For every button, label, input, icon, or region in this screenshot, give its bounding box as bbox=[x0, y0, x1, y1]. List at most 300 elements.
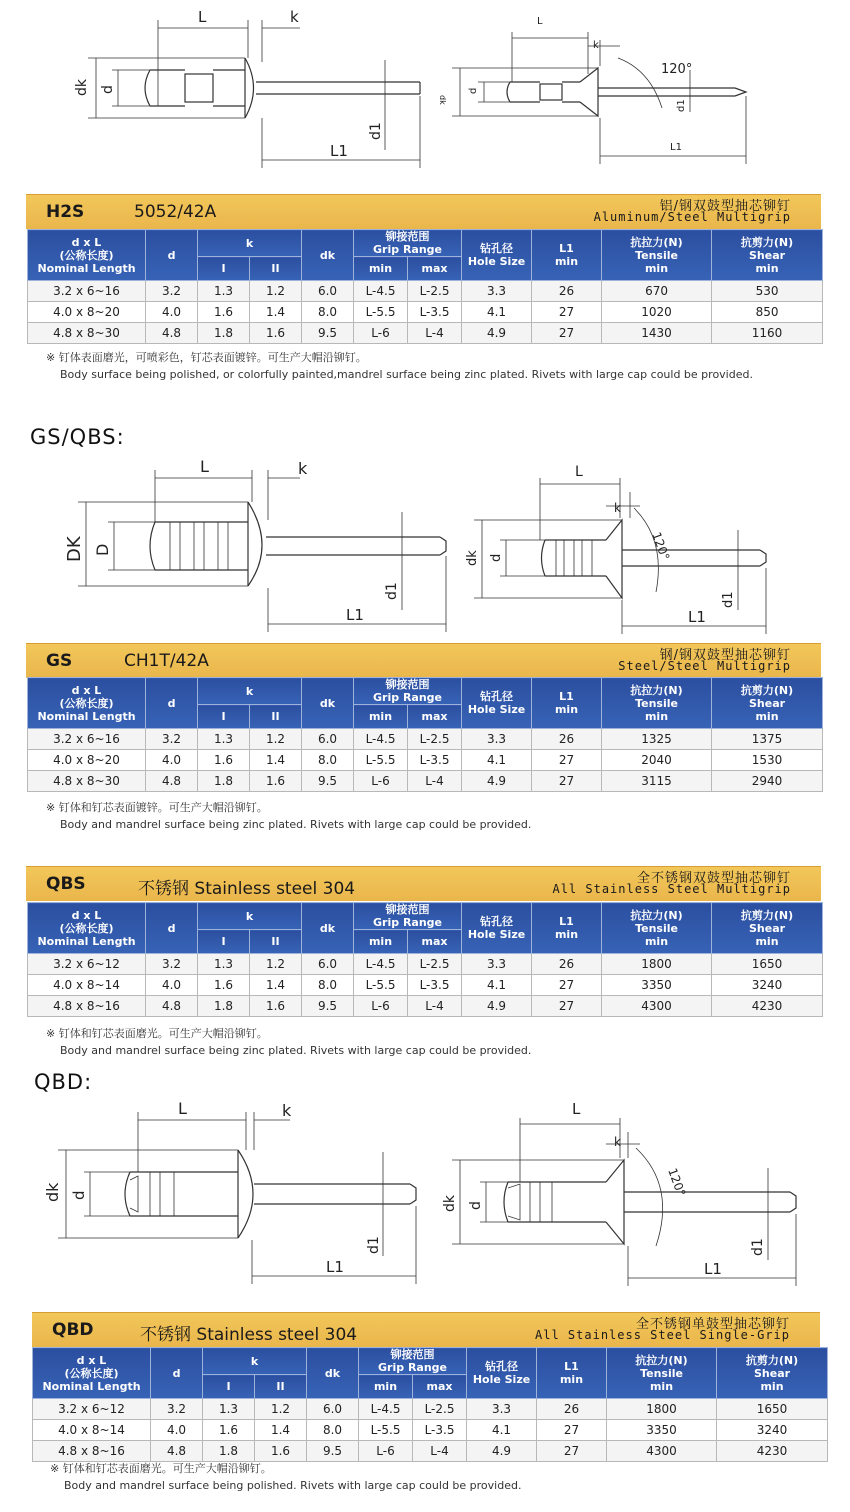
header-dxl: d x L bbox=[71, 908, 102, 922]
dim-label-L: L bbox=[200, 457, 209, 476]
col-nominal bbox=[28, 678, 146, 729]
table-cell: 9.5 bbox=[302, 323, 354, 344]
angle-label: 120° bbox=[649, 530, 673, 563]
table-cell: 9.5 bbox=[302, 996, 354, 1017]
table-cell: 4.0 bbox=[151, 1420, 203, 1441]
table-cell: L-5.5 bbox=[354, 975, 408, 996]
table-row bbox=[28, 771, 823, 792]
table-cell: 8.0 bbox=[302, 302, 354, 323]
table-cell: L-6 bbox=[354, 996, 408, 1017]
col-grip-max bbox=[408, 705, 462, 729]
header-min: min bbox=[373, 1380, 398, 1393]
header-tensile_min: min bbox=[644, 709, 669, 723]
product-material: 不锈钢 Stainless steel 304 bbox=[138, 879, 356, 899]
product-material: CH1T/42A bbox=[124, 651, 209, 671]
header-l1_min: min bbox=[559, 1373, 584, 1386]
table-cell: L-4.5 bbox=[354, 729, 408, 750]
header-hole_en: Hole Size bbox=[472, 1373, 531, 1386]
note-en: Body surface being polished, or colorfully painted,mandrel surface being zinc plated. Rivets with large cap could be provided. bbox=[60, 368, 753, 381]
header-tensile_cn: 抗拉力(N) bbox=[630, 683, 683, 697]
header-grip_en: Grip Range bbox=[373, 243, 443, 256]
table-cell: 3.2 bbox=[146, 954, 198, 975]
header-dk: dk bbox=[319, 248, 336, 262]
spec-table bbox=[32, 1347, 828, 1462]
header-dxl_cn: (公称长度) bbox=[59, 248, 114, 262]
table-row bbox=[28, 954, 823, 975]
header-hole_en: Hole Size bbox=[467, 255, 526, 268]
spec-table bbox=[27, 677, 823, 792]
header-grip_cn: 铆接范围 bbox=[385, 678, 430, 691]
table-cell: 1.4 bbox=[250, 975, 302, 996]
table-row bbox=[28, 996, 823, 1017]
table-cell: 1.2 bbox=[250, 281, 302, 302]
dim-label-k: k bbox=[290, 8, 299, 26]
product-material: 5052/42A bbox=[134, 202, 217, 222]
table-cell: 27 bbox=[532, 975, 602, 996]
table-cell: 9.5 bbox=[302, 771, 354, 792]
header-grip_cn: 铆接范围 bbox=[385, 903, 430, 916]
dim-label-d1: d1 bbox=[384, 582, 400, 600]
table-cell: 9.5 bbox=[307, 1441, 359, 1462]
header-dxl: d x L bbox=[71, 235, 102, 249]
header-max: max bbox=[421, 935, 448, 948]
header-tensile_cn: 抗拉力(N) bbox=[630, 235, 683, 249]
header-tensile_min: min bbox=[644, 261, 669, 275]
header-k: k bbox=[245, 236, 254, 250]
header-tensile_en: Tensile bbox=[635, 921, 678, 935]
header-hole_cn: 钻孔径 bbox=[480, 690, 514, 703]
note-cn: ※ 钉体和钉芯表面磨光。可生产大帽沿铆钉。 bbox=[50, 1462, 272, 1475]
col-k bbox=[198, 903, 302, 930]
header-dxl_cn: (公称长度) bbox=[59, 921, 114, 935]
col-d bbox=[146, 230, 198, 281]
header-grip_cn: 铆接范围 bbox=[390, 1348, 435, 1361]
table-cell: 530 bbox=[712, 281, 823, 302]
table-cell: 1.8 bbox=[198, 771, 250, 792]
table-cell: L-3.5 bbox=[408, 975, 462, 996]
table-cell: 3240 bbox=[717, 1420, 828, 1441]
table-cell: 1.4 bbox=[250, 302, 302, 323]
header-dk: dk bbox=[324, 1366, 341, 1380]
header-grip_cn: 铆接范围 bbox=[385, 230, 430, 243]
table-cell: 3.2 bbox=[151, 1399, 203, 1420]
dim-label-L: L bbox=[537, 16, 543, 27]
dim-label-d: d bbox=[468, 1201, 484, 1210]
table-cell: 1.6 bbox=[255, 1441, 307, 1462]
header-shear_min: min bbox=[755, 709, 779, 723]
table-cell: 3.2 x 6~16 bbox=[28, 729, 146, 750]
col-grip bbox=[354, 903, 462, 930]
header-min: min bbox=[368, 262, 393, 275]
header-shear_min: min bbox=[755, 261, 779, 275]
table-cell: 1430 bbox=[602, 323, 712, 344]
table-cell: L-6 bbox=[359, 1441, 413, 1462]
table-cell: 1.8 bbox=[203, 1441, 255, 1462]
dim-label-L1: L1 bbox=[330, 142, 348, 160]
product-code: QBS bbox=[46, 874, 86, 894]
dim-label-L: L bbox=[572, 1100, 581, 1118]
header-min: min bbox=[368, 935, 393, 948]
table-cell: 3350 bbox=[607, 1420, 717, 1441]
table-cell: 4.0 x 8~14 bbox=[33, 1420, 151, 1441]
col-shear bbox=[712, 678, 823, 729]
header-dxl: d x L bbox=[71, 683, 102, 697]
table-cell: 3.3 bbox=[467, 1399, 537, 1420]
table-cell: 27 bbox=[532, 302, 602, 323]
table-note bbox=[46, 1025, 531, 1059]
note-cn: ※ 钉体和钉芯表面镀锌。可生产大帽沿铆钉。 bbox=[46, 801, 268, 814]
header-shear_min: min bbox=[755, 934, 779, 948]
col-grip bbox=[354, 230, 462, 257]
product-title-cn: 全不锈钢单鼓型抽芯铆钉 bbox=[635, 1317, 790, 1332]
table-note bbox=[46, 799, 531, 833]
col-hole bbox=[462, 230, 532, 281]
table-cell: 1.2 bbox=[250, 729, 302, 750]
header-tensile_en: Tensile bbox=[635, 248, 678, 262]
table-cell: 6.0 bbox=[302, 729, 354, 750]
table-cell: 1650 bbox=[712, 954, 823, 975]
table-cell: 27 bbox=[532, 771, 602, 792]
table-cell: L-2.5 bbox=[413, 1399, 467, 1420]
col-hole bbox=[462, 903, 532, 954]
dim-label-L1: L1 bbox=[688, 608, 706, 626]
col-dk bbox=[302, 678, 354, 729]
table-cell: 6.0 bbox=[302, 281, 354, 302]
table-cell: 1.3 bbox=[198, 954, 250, 975]
table-cell: 4300 bbox=[602, 996, 712, 1017]
table-cell: 27 bbox=[532, 996, 602, 1017]
table-row bbox=[28, 729, 823, 750]
product-title-en: Steel/Steel Multigrip bbox=[618, 659, 791, 673]
table-row bbox=[28, 302, 823, 323]
table-cell: 4.0 bbox=[146, 975, 198, 996]
table-title-band bbox=[26, 643, 821, 678]
header-d: d bbox=[167, 248, 176, 262]
dim-label-k: k bbox=[614, 1135, 621, 1149]
table-cell: 4.9 bbox=[462, 996, 532, 1017]
header-tensile_min: min bbox=[649, 1379, 674, 1393]
table-cell: 4.8 x 8~16 bbox=[28, 996, 146, 1017]
header-shear_cn: 抗剪力(N) bbox=[740, 683, 794, 697]
col-k-i bbox=[198, 705, 250, 729]
table-cell: 4.8 bbox=[151, 1441, 203, 1462]
col-k-ii bbox=[250, 705, 302, 729]
note-en: Body and mandrel surface being zinc plated. Rivets with large cap could be provided. bbox=[60, 818, 532, 831]
col-tensile bbox=[602, 678, 712, 729]
table-cell: 4.9 bbox=[462, 323, 532, 344]
col-k bbox=[198, 678, 302, 705]
table-cell: 4.0 bbox=[146, 750, 198, 771]
table-cell: 1160 bbox=[712, 323, 823, 344]
header-k1: I bbox=[221, 935, 226, 948]
table-cell: 1.6 bbox=[198, 975, 250, 996]
header-d: d bbox=[167, 696, 176, 710]
table-cell: 4.8 bbox=[146, 323, 198, 344]
col-hole bbox=[467, 1348, 537, 1399]
table-cell: L-3.5 bbox=[408, 302, 462, 323]
col-l1 bbox=[532, 678, 602, 729]
dim-label-d: d bbox=[70, 1190, 88, 1200]
dim-label-k: k bbox=[282, 1101, 292, 1120]
table-cell: 1.4 bbox=[255, 1420, 307, 1441]
table-cell: 26 bbox=[532, 281, 602, 302]
col-grip-max bbox=[408, 930, 462, 954]
table-row bbox=[33, 1399, 828, 1420]
header-k2: II bbox=[271, 710, 280, 723]
table-cell: 1.6 bbox=[250, 996, 302, 1017]
header-k: k bbox=[250, 1354, 259, 1368]
header-tensile_cn: 抗拉力(N) bbox=[630, 908, 683, 922]
table-cell: 4.9 bbox=[462, 771, 532, 792]
table-cell: L-3.5 bbox=[408, 750, 462, 771]
dim-label-L: L bbox=[198, 8, 207, 26]
col-k-ii bbox=[250, 930, 302, 954]
header-tensile_cn: 抗拉力(N) bbox=[635, 1353, 688, 1367]
table-cell: L-5.5 bbox=[359, 1420, 413, 1441]
table-note bbox=[46, 349, 753, 383]
product-title-en: All Stainless Steel Single-Grip bbox=[535, 1328, 790, 1342]
header-k1: I bbox=[226, 1380, 231, 1393]
table-cell: L-5.5 bbox=[354, 302, 408, 323]
table-cell: 3.2 x 6~12 bbox=[33, 1399, 151, 1420]
table-cell: 26 bbox=[532, 954, 602, 975]
col-shear bbox=[712, 230, 823, 281]
angle-label: 120° bbox=[665, 1166, 689, 1199]
col-tensile bbox=[607, 1348, 717, 1399]
header-dk: dk bbox=[319, 921, 336, 935]
header-k1: I bbox=[221, 710, 226, 723]
header-grip_en: Grip Range bbox=[373, 916, 443, 929]
table-cell: 4.0 x 8~14 bbox=[28, 975, 146, 996]
header-hole_cn: 钻孔径 bbox=[485, 1360, 519, 1373]
col-k-i bbox=[198, 930, 250, 954]
table-cell: L-4.5 bbox=[354, 954, 408, 975]
note-en: Body and mandrel surface being zinc plated. Rivets with large cap could be provided. bbox=[60, 1044, 532, 1057]
header-dxl_cn: (公称长度) bbox=[64, 1366, 119, 1380]
table-cell: 1.2 bbox=[255, 1399, 307, 1420]
col-grip-min bbox=[354, 257, 408, 281]
col-grip bbox=[354, 678, 462, 705]
dim-label-d: d bbox=[489, 553, 504, 562]
header-dxl_en: Nominal Length bbox=[37, 709, 136, 723]
table-cell: 3350 bbox=[602, 975, 712, 996]
dim-label-D: D bbox=[93, 543, 112, 556]
table-note bbox=[50, 1460, 521, 1494]
dim-label-d1: d1 bbox=[721, 591, 736, 608]
table-cell: 26 bbox=[537, 1399, 607, 1420]
col-hole bbox=[462, 678, 532, 729]
header-l1: L1 bbox=[559, 915, 574, 928]
table-cell: L-4.5 bbox=[359, 1399, 413, 1420]
dim-label-d1: d1 bbox=[676, 99, 687, 112]
header-hole_cn: 钻孔径 bbox=[480, 242, 514, 255]
col-grip-min bbox=[354, 930, 408, 954]
col-dk bbox=[302, 903, 354, 954]
dim-label-L1: L1 bbox=[326, 1258, 344, 1276]
table-cell: 6.0 bbox=[307, 1399, 359, 1420]
header-l1_min: min bbox=[554, 255, 579, 268]
header-shear_cn: 抗剪力(N) bbox=[745, 1353, 799, 1367]
table-cell: 670 bbox=[602, 281, 712, 302]
header-tensile_min: min bbox=[644, 934, 669, 948]
header-dk: dk bbox=[319, 696, 336, 710]
product-title-cn: 钢/钢双鼓型抽芯铆钉 bbox=[659, 648, 791, 663]
col-grip-max bbox=[413, 1375, 467, 1399]
table-cell: L-2.5 bbox=[408, 954, 462, 975]
table-cell: 1.6 bbox=[198, 750, 250, 771]
col-d bbox=[146, 678, 198, 729]
dim-label-d1: d1 bbox=[366, 1236, 382, 1254]
table-cell: 4300 bbox=[607, 1441, 717, 1462]
table-cell: 4.8 x 8~30 bbox=[28, 771, 146, 792]
col-grip-min bbox=[354, 705, 408, 729]
qbd-dome-rivet-drawing bbox=[43, 1099, 416, 1284]
col-dk bbox=[307, 1348, 359, 1399]
table-cell: L-6 bbox=[354, 771, 408, 792]
table-title-band bbox=[32, 1312, 820, 1347]
product-material: 不锈钢 Stainless steel 304 bbox=[140, 1325, 358, 1345]
header-k1: I bbox=[221, 262, 226, 275]
table-cell: 1.6 bbox=[198, 302, 250, 323]
product-title-en: All Stainless Steel Multigrip bbox=[552, 882, 791, 896]
table-cell: L-2.5 bbox=[408, 281, 462, 302]
header-l1: L1 bbox=[559, 242, 574, 255]
header-dxl_en: Nominal Length bbox=[37, 934, 136, 948]
header-grip_en: Grip Range bbox=[378, 1361, 448, 1374]
section-title-qbd: QBD: bbox=[34, 1070, 93, 1094]
dim-label-L1: L1 bbox=[346, 606, 364, 624]
table-cell: 4.8 bbox=[146, 771, 198, 792]
header-shear_en: Shear bbox=[748, 696, 786, 710]
col-nominal bbox=[28, 230, 146, 281]
table-cell: 1.4 bbox=[250, 750, 302, 771]
dim-label-d: d bbox=[100, 85, 116, 94]
table-cell: 1020 bbox=[602, 302, 712, 323]
header-k2: II bbox=[271, 262, 280, 275]
table-cell: 27 bbox=[532, 323, 602, 344]
header-shear_en: Shear bbox=[748, 248, 786, 262]
table-cell: 6.0 bbox=[302, 954, 354, 975]
header-k: k bbox=[245, 909, 254, 923]
col-nominal bbox=[33, 1348, 151, 1399]
col-grip-min bbox=[359, 1375, 413, 1399]
table-cell: 4.1 bbox=[462, 975, 532, 996]
table-cell: 4.0 x 8~20 bbox=[28, 302, 146, 323]
dim-label-k: k bbox=[593, 40, 599, 51]
dim-label-L: L bbox=[178, 1099, 187, 1118]
header-dxl_cn: (公称长度) bbox=[59, 696, 114, 710]
header-k2: II bbox=[271, 935, 280, 948]
table-cell: 3115 bbox=[602, 771, 712, 792]
col-dk bbox=[302, 230, 354, 281]
h2s-dome-rivet-drawing bbox=[74, 8, 420, 168]
table-cell: 8.0 bbox=[302, 975, 354, 996]
table-cell: L-5.5 bbox=[354, 750, 408, 771]
table-cell: 3.2 bbox=[146, 281, 198, 302]
header-shear_en: Shear bbox=[748, 921, 786, 935]
table-cell: 3.3 bbox=[462, 729, 532, 750]
table-cell: 4.9 bbox=[467, 1441, 537, 1462]
header-tensile_en: Tensile bbox=[635, 696, 678, 710]
table-cell: 4.8 x 8~30 bbox=[28, 323, 146, 344]
dim-label-dk: dk bbox=[74, 79, 90, 96]
table-cell: 27 bbox=[532, 750, 602, 771]
table-cell: 4.0 x 8~20 bbox=[28, 750, 146, 771]
table-cell: 3240 bbox=[712, 975, 823, 996]
table-cell: 4.8 x 8~16 bbox=[33, 1441, 151, 1462]
col-nominal bbox=[28, 903, 146, 954]
header-k2: II bbox=[276, 1380, 285, 1393]
product-title-en: Aluminum/Steel Multigrip bbox=[593, 210, 791, 224]
table-cell: 8.0 bbox=[307, 1420, 359, 1441]
table-cell: 3.2 bbox=[146, 729, 198, 750]
header-max: max bbox=[426, 1380, 453, 1393]
spec-table bbox=[27, 902, 823, 1017]
dim-label-d: d bbox=[468, 87, 479, 94]
table-cell: 4.1 bbox=[467, 1420, 537, 1441]
table-cell: 1.8 bbox=[198, 996, 250, 1017]
product-code: H2S bbox=[46, 202, 85, 222]
table-cell: L-4 bbox=[408, 323, 462, 344]
h2s-countersunk-rivet-drawing bbox=[438, 16, 746, 164]
dim-label-DK: DK bbox=[64, 536, 85, 562]
table-row bbox=[33, 1420, 828, 1441]
col-l1 bbox=[537, 1348, 607, 1399]
col-k bbox=[203, 1348, 307, 1375]
dim-label-k: k bbox=[298, 459, 308, 478]
col-shear bbox=[712, 903, 823, 954]
table-title-band bbox=[26, 194, 821, 229]
col-k-i bbox=[198, 257, 250, 281]
header-l1_min: min bbox=[554, 703, 579, 716]
table-cell: 4230 bbox=[712, 996, 823, 1017]
col-tensile bbox=[602, 903, 712, 954]
dim-label-dk: dk bbox=[438, 95, 447, 105]
table-cell: 27 bbox=[537, 1420, 607, 1441]
table-cell: 1.2 bbox=[250, 954, 302, 975]
header-tensile_en: Tensile bbox=[640, 1366, 683, 1380]
note-en: Body and mandrel surface being polished. Rivets with large cap could be provided. bbox=[64, 1479, 522, 1492]
gs-dome-rivet-drawing bbox=[64, 457, 446, 632]
header-min: min bbox=[368, 710, 393, 723]
table-row bbox=[28, 975, 823, 996]
table-cell: 4.0 bbox=[146, 302, 198, 323]
table-cell: 27 bbox=[537, 1441, 607, 1462]
table-row bbox=[33, 1441, 828, 1462]
header-dxl: d x L bbox=[76, 1353, 107, 1367]
angle-label: 120° bbox=[661, 62, 693, 77]
col-l1 bbox=[532, 230, 602, 281]
table-cell: 1650 bbox=[717, 1399, 828, 1420]
table-cell: 1800 bbox=[602, 954, 712, 975]
table-row bbox=[28, 281, 823, 302]
col-k-i bbox=[203, 1375, 255, 1399]
table-cell: L-4 bbox=[408, 996, 462, 1017]
header-dxl_en: Nominal Length bbox=[42, 1379, 141, 1393]
col-l1 bbox=[532, 903, 602, 954]
header-l1_min: min bbox=[554, 928, 579, 941]
product-title-cn: 全不锈钢双鼓型抽芯铆钉 bbox=[636, 871, 791, 886]
table-cell: L-2.5 bbox=[408, 729, 462, 750]
col-grip-max bbox=[408, 257, 462, 281]
header-d: d bbox=[167, 921, 176, 935]
header-l1: L1 bbox=[559, 690, 574, 703]
table-cell: 1.6 bbox=[250, 323, 302, 344]
table-cell: 8.0 bbox=[302, 750, 354, 771]
table-title-band bbox=[26, 866, 821, 901]
header-hole_en: Hole Size bbox=[467, 928, 526, 941]
header-shear_cn: 抗剪力(N) bbox=[740, 235, 794, 249]
